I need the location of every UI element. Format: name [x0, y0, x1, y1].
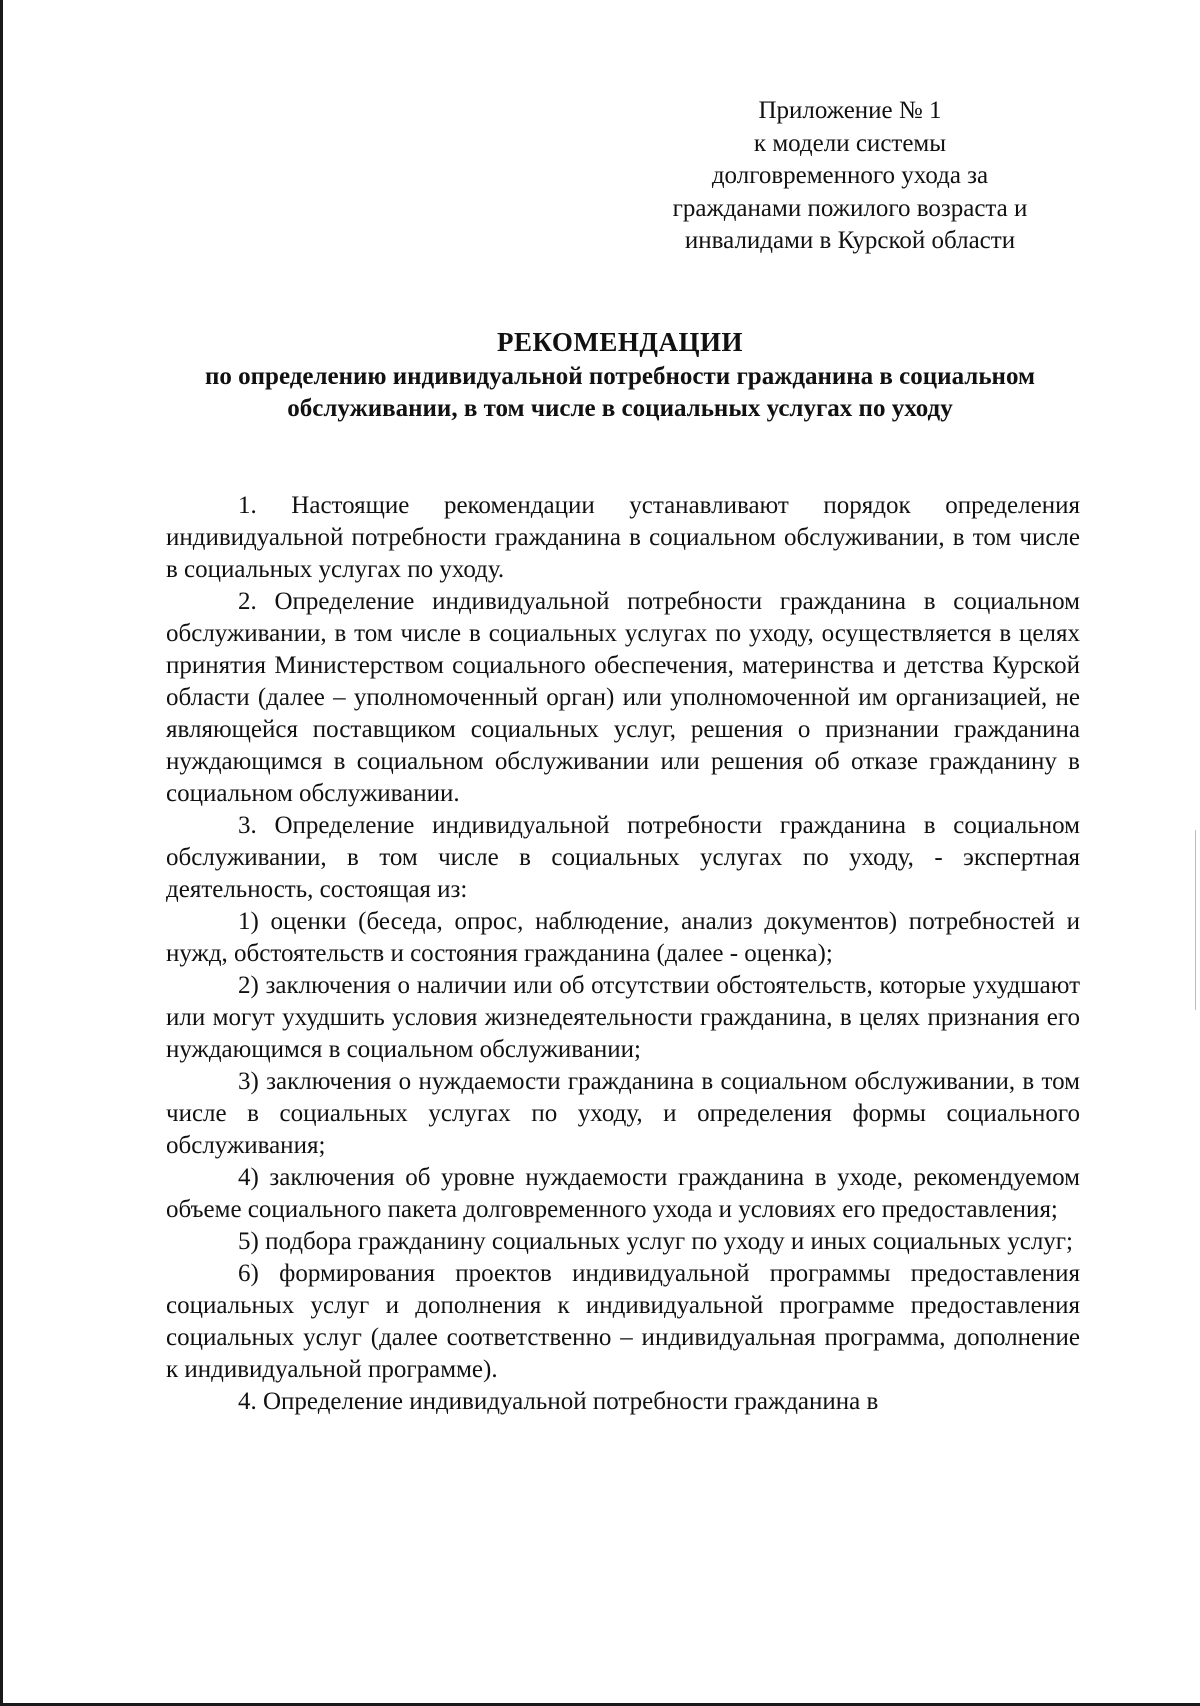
scan-edge-right: [1195, 830, 1196, 1010]
appendix-line: к модели системы: [753, 129, 947, 157]
paragraph-3: 3. Определение индивидуальной потребности гражданина в социальном обслуживании, в том числе в социальных услугах по уходу, - экспертная деятельность, состоящая из:: [166, 812, 1080, 903]
appendix-line: инвалидами в Курской области: [684, 227, 1016, 254]
appendix-line: Приложение № 1: [758, 97, 942, 124]
list-item-3: 3) заключения о нуждаемости гражданина в социальном обслуживании, в том числе в социальных услугах по уходу, и определения формы социального обслуживания;: [166, 1068, 1080, 1159]
document-body: [166, 490, 1080, 1418]
list-item-6: 6) формирования проектов индивидуальной программы предоставления социальных услуг и дополнения к индивидуальной программе предоставления социальных услуг (далее соответственно – индивидуальная программа, дополнение к индивидуальной программе).: [166, 1260, 1080, 1383]
paragraph-4: 4. Определение индивидуальной потребности гражданина в: [238, 1388, 879, 1415]
list-item-4: 4) заключения об уровне нуждаемости гражданина в уходе, рекомендуемом объеме социального пакета долговременного ухода и условиях его предоставления;: [166, 1164, 1080, 1223]
document-subtitle: по определению индивидуальной потребности гражданина в социальном обслуживании, в том числе в социальных услугах по уходу: [204, 363, 1036, 422]
appendix-line: долговременного ухода за: [711, 162, 989, 189]
list-item-5: 5) подбора гражданину социальных услуг по уходу и иных социальных услуг;: [238, 1228, 1073, 1255]
paragraph-2: 2. Определение индивидуальной потребности гражданина в социальном обслуживании, в том числе в социальных услугах по уходу, осуществляется в целях принятия Министерством социального обеспечения, материнства и детства Курской области (далее – уполномоченный орган) или уполномоченной им организацией, не являющейся поставщиком социальных услуг, решения о признании гражданина нуждающимся в социальном обслуживании или решения об отказе гражданину в социальном обслуживании.: [166, 588, 1080, 807]
appendix-line: гражданами пожилого возраста и: [672, 194, 1028, 222]
document-title-block: [170, 325, 1070, 425]
scan-edge-left: [0, 0, 3, 1706]
document-title: РЕКОМЕНДАЦИИ: [497, 327, 743, 357]
list-item-1: 1) оценки (беседа, опрос, наблюдение, анализ документов) потребностей и нужд, обстоятельств и состояния гражданина (далее - оценка);: [166, 908, 1080, 967]
paragraph-1: 1. Настоящие рекомендации устанавливают порядок определения индивидуальной потребности гражданина в социальном обслуживании, в том числе в социальных услугах по уходу.: [166, 492, 1080, 583]
list-item-2: 2) заключения о наличии или об отсутствии обстоятельств, которые ухудшают или могут ухудшить условия жизнедеятельности гражданина, в целях признания его нуждающимся в социальном обслуживании;: [166, 972, 1080, 1063]
appendix-header: [620, 95, 1080, 258]
